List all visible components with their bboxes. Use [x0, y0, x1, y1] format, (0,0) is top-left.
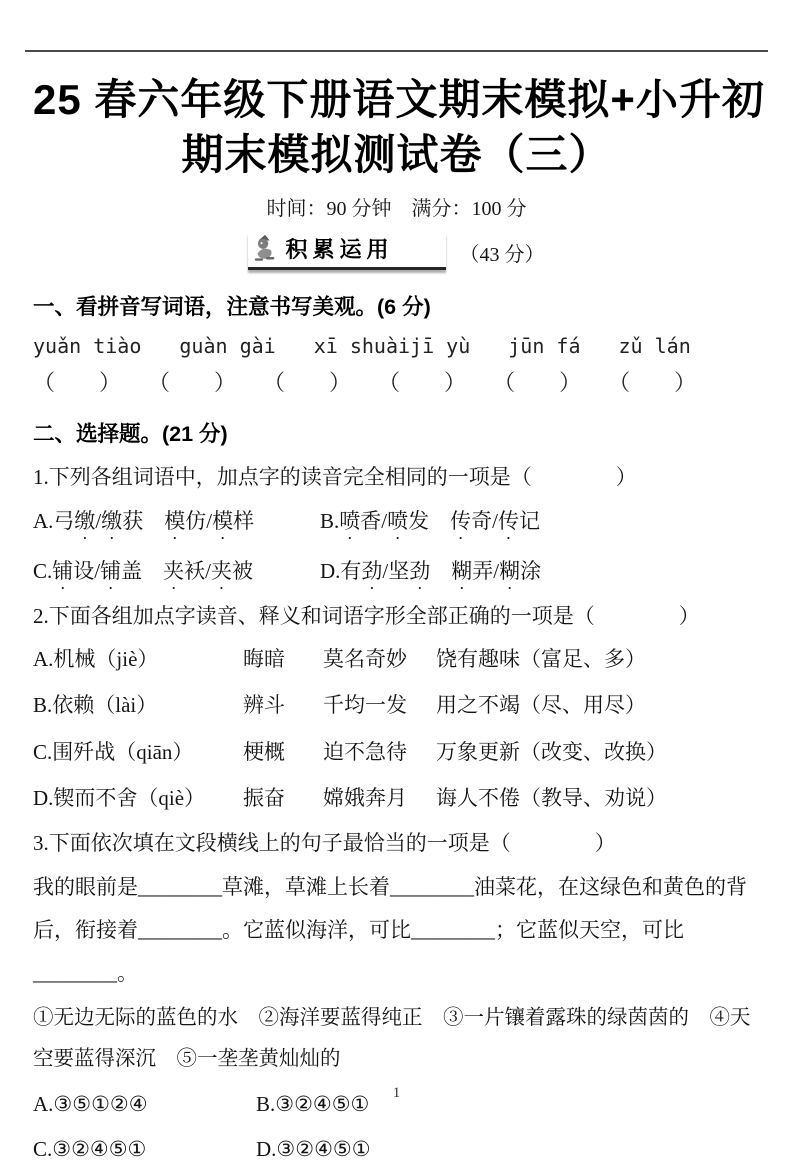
answer-brackets-row [33, 366, 760, 397]
option-c: C.铺设/铺盖 夹袄/夹被 [33, 556, 320, 588]
option-d: D.有劲/坚劲 糊弄/糊涂 [320, 556, 760, 588]
option-word3: 嫦娥奔月 [323, 786, 407, 811]
question-1-stem: 1.下列各组词语中，加点字的读音完全相同的一项是（ ） [33, 464, 637, 489]
option-b: B.喷香/喷发 传奇/传记 [320, 506, 760, 538]
option-word2: 振奋 [243, 786, 285, 811]
pinyin-word: yuǎn tiào [33, 333, 142, 358]
time-score-meta: 时间：90 分钟 满分：100 分 [266, 197, 527, 220]
question-3 [33, 827, 760, 1164]
section-one-heading: 一、看拼音写词语，注意书写美观。(6 分) [33, 294, 431, 319]
question-2 [33, 600, 760, 813]
top-divider-line [25, 50, 768, 52]
emphasis-dot-char: 夹 [163, 558, 185, 583]
option-label-word: B.依赖（lài） [33, 693, 158, 718]
emphasis-dot-char: 喷 [387, 509, 409, 534]
emphasis-dot-char: 劲 [409, 558, 431, 583]
question-3-passage: 我的眼前是________草滩，草滩上长着________油菜花，在这绿色和黄色的背后，衔接着________。它蓝似海洋，可比________；它蓝似天空，可比________。 [33, 875, 747, 986]
emphasis-dot-char: 劲 [361, 558, 383, 583]
banner-section-label: 积累运用 [285, 236, 394, 262]
emphasis-dot-char: 传 [450, 509, 472, 534]
answer-bracket: （ ） [33, 369, 122, 395]
emphasis-dot-char: 缴 [74, 509, 96, 534]
exam-title-line2: 期末模拟测试卷（三） [181, 131, 612, 179]
pinyin-word: jūn fá [508, 333, 581, 358]
question-1-options [33, 506, 760, 587]
option-word2: 辨斗 [243, 693, 285, 718]
option-label-word: D.锲而不舍（qiè） [33, 786, 206, 811]
emphasis-dot-char: 糊 [451, 558, 473, 583]
option-a: A.弓缴/缴获 模仿/模样 [33, 506, 320, 538]
question-2-options [33, 644, 760, 814]
section-two-heading: 二、选择题。(21 分) [33, 421, 228, 446]
answer-bracket: （ ） [608, 369, 697, 395]
emphasis-dot-char: 铺 [100, 558, 122, 583]
question-3-stem: 3.下面依次填在文段横线上的句子最恰当的一项是（ ） [33, 830, 616, 855]
answer-bracket: （ ） [493, 369, 582, 395]
emphasis-dot-char: 传 [497, 509, 519, 534]
option-label-word: A.机械（jiè） [33, 646, 159, 671]
option-d: D.③②④⑤① [256, 1136, 371, 1161]
pinyin-word: xī shuàijī yù [313, 333, 471, 358]
option-word2: 晦暗 [243, 646, 285, 671]
option-b: B.③②④⑤① [256, 1092, 370, 1117]
answer-bracket: （ ） [263, 369, 352, 395]
pinyin-row [33, 334, 760, 358]
answer-bracket: （ ） [148, 369, 237, 395]
option-word3: 莫名奇妙 [323, 646, 407, 671]
banner-section-score: （43 分） [459, 243, 545, 266]
option-word4: 用之不竭（尽、用尽） [436, 693, 646, 718]
option-word4: 万象更新（改变、改换） [436, 739, 667, 764]
accumulate-apply-banner [33, 233, 760, 270]
emphasis-dot-char: 模 [212, 509, 234, 534]
section-multiple-choice [33, 417, 760, 1164]
option-c-row [33, 737, 760, 767]
emphasis-dot-char: 夹 [210, 558, 232, 583]
page-number: 1 [392, 1085, 401, 1101]
emphasis-dot-char: 糊 [499, 558, 521, 583]
emphasis-dot-char: 铺 [52, 558, 74, 583]
exam-title-line1: 25 春六年级下册语文期末模拟+小升初 [33, 76, 765, 123]
emphasis-dot-char: 缴 [101, 509, 123, 534]
exam-header [33, 72, 765, 221]
question-2-stem: 2.下面各组加点字读音、释义和词语字形全部正确的一项是（ ） [33, 604, 700, 629]
student-mascot-icon [250, 233, 280, 263]
option-a-row [33, 644, 760, 674]
option-d-row [33, 783, 760, 813]
option-word2: 梗概 [243, 739, 285, 764]
option-label-word: C.围歼战（qiān） [33, 739, 194, 764]
option-word4: 饶有趣味（富足、多） [436, 646, 646, 671]
question-1 [33, 461, 760, 588]
pinyin-word: zǔ lán [618, 333, 691, 358]
banner-underline-group [248, 233, 445, 270]
emphasis-dot-char: 喷 [339, 509, 361, 534]
option-word3: 迫不急待 [323, 739, 407, 764]
option-word3: 千均一发 [323, 693, 407, 718]
option-b-row [33, 690, 760, 720]
option-word4: 诲人不倦（教导、劝说） [436, 786, 667, 811]
pinyin-word: guàn gài [179, 333, 276, 358]
answer-bracket: （ ） [378, 369, 467, 395]
option-c: C.③②④⑤① [33, 1136, 147, 1161]
emphasis-dot-char: 模 [164, 509, 186, 534]
section-pinyin-writing [33, 290, 760, 397]
option-a: A.③⑤①②④ [33, 1092, 148, 1117]
question-3-numbered-items: ①无边无际的蓝色的水 ②海洋要蓝得纯正 ③一片镶着露珠的绿茵茵的 ④天空要蓝得深沉 ⑤一垄垄黄灿灿的 [33, 1007, 751, 1071]
